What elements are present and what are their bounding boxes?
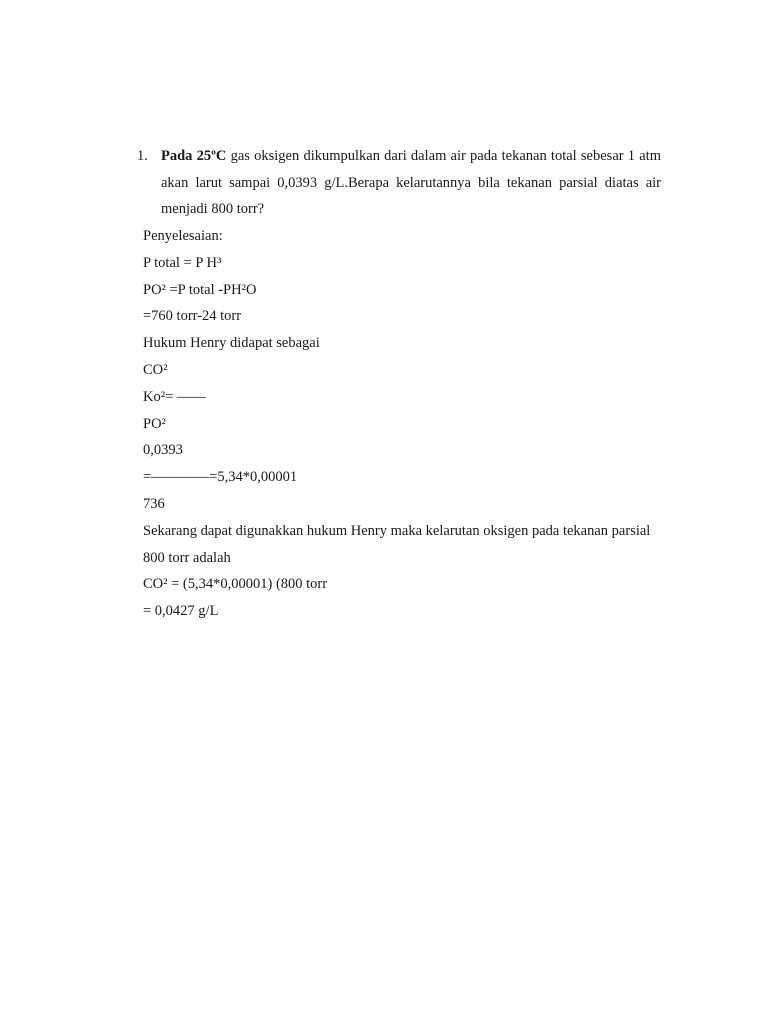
question-bold-prefix: Pada 25ºC (161, 148, 227, 164)
solution-line: =760 torr-24 torr (143, 308, 242, 325)
solution-line: CO² = (5,34*0,00001) (800 torr (143, 576, 328, 593)
question-body: gas oksigen dikumpulkan dari dalam air pada tekanan total sebesar 1 atm akan larut sampai 0,0393 g/L.Berapa kelarutannya bila tekanan parsial diatas air menjadi 800 torr? (161, 148, 661, 217)
solution-block (143, 223, 663, 625)
solution-line: 736 (143, 495, 165, 512)
solution-line: 0,0393 (143, 442, 183, 459)
solution-line: 800 torr adalah (143, 549, 231, 566)
solution-line: Sekarang dapat digunakkan hukum Henry maka kelarutan oksigen pada tekanan parsial (143, 522, 651, 539)
question-text (161, 143, 661, 223)
question-item (137, 143, 661, 223)
solution-line: =————=5,34*0,00001 (143, 469, 298, 486)
solution-line: CO² (143, 361, 168, 378)
solution-line: = 0,0427 g/L (143, 603, 219, 620)
solution-heading: Penyelesaian: (143, 228, 223, 244)
solution-line: Ko²= —— (143, 388, 206, 405)
solution-line: PO² =P total -PH²O (143, 281, 257, 298)
solution-line: PO² (143, 415, 166, 432)
list-number: 1. (137, 148, 148, 164)
solution-line: Hukum Henry didapat sebagai (143, 335, 320, 352)
solution-line: P total = P H³ (143, 254, 222, 271)
